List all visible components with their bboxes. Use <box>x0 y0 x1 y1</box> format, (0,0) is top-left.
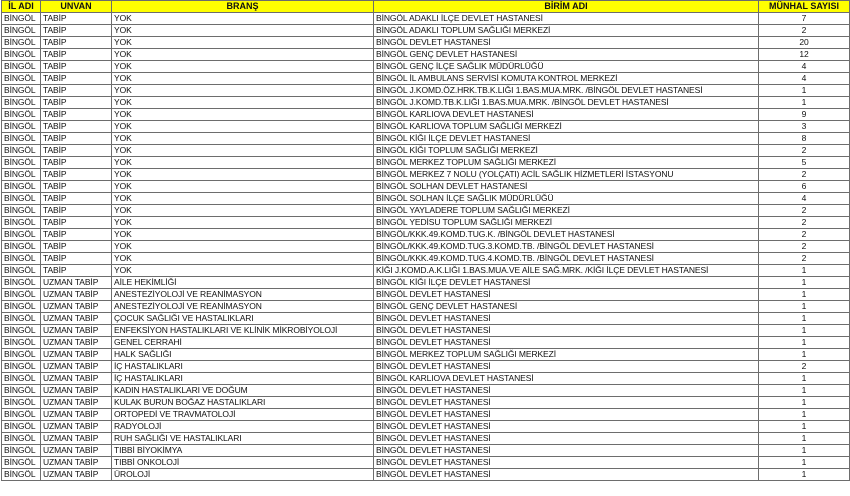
cell-munhal-sayisi: 1 <box>759 421 850 433</box>
cell-munhal-sayisi: 1 <box>759 85 850 97</box>
cell-munhal-sayisi: 1 <box>759 277 850 289</box>
cell-unvan: TABİP <box>41 229 112 241</box>
cell-munhal-sayisi: 1 <box>759 457 850 469</box>
cell-unvan: UZMAN TABİP <box>41 313 112 325</box>
cell-brans: YOK <box>112 133 374 145</box>
cell-birim-adi: BİNGÖL MERKEZ TOPLUM SAĞLIĞI MERKEZİ <box>374 349 759 361</box>
cell-unvan: TABİP <box>41 157 112 169</box>
cell-il-adi: BİNGÖL <box>2 373 41 385</box>
table-row <box>2 325 850 337</box>
cell-il-adi: BİNGÖL <box>2 457 41 469</box>
header-birim-adi: BİRİM ADI <box>374 1 759 13</box>
cell-il-adi: BİNGÖL <box>2 397 41 409</box>
cell-birim-adi: BİNGÖL DEVLET HASTANESİ <box>374 385 759 397</box>
cell-birim-adi: BİNGÖL ADAKLI İLÇE DEVLET HASTANESİ <box>374 13 759 25</box>
cell-munhal-sayisi: 1 <box>759 313 850 325</box>
cell-unvan: UZMAN TABİP <box>41 337 112 349</box>
cell-brans: İÇ HASTALIKLARI <box>112 361 374 373</box>
cell-unvan: UZMAN TABİP <box>41 301 112 313</box>
cell-munhal-sayisi: 1 <box>759 385 850 397</box>
table-row <box>2 229 850 241</box>
cell-munhal-sayisi: 2 <box>759 241 850 253</box>
cell-brans: YOK <box>112 13 374 25</box>
cell-birim-adi: BİNGÖL GENÇ DEVLET HASTANESİ <box>374 301 759 313</box>
cell-unvan: TABİP <box>41 109 112 121</box>
table-body <box>2 13 850 481</box>
cell-birim-adi: BİNGÖL DEVLET HASTANESİ <box>374 313 759 325</box>
cell-unvan: TABİP <box>41 133 112 145</box>
cell-brans: YOK <box>112 169 374 181</box>
cell-il-adi: BİNGÖL <box>2 85 41 97</box>
table-row <box>2 409 850 421</box>
table-row <box>2 301 850 313</box>
table-row <box>2 457 850 469</box>
cell-unvan: UZMAN TABİP <box>41 349 112 361</box>
cell-unvan: TABİP <box>41 85 112 97</box>
table-row <box>2 181 850 193</box>
cell-brans: İÇ HASTALIKLARI <box>112 373 374 385</box>
cell-il-adi: BİNGÖL <box>2 181 41 193</box>
table-row <box>2 97 850 109</box>
header-il-adi: İL ADI <box>2 1 41 13</box>
cell-munhal-sayisi: 5 <box>759 157 850 169</box>
cell-unvan: TABİP <box>41 97 112 109</box>
table-row <box>2 445 850 457</box>
cell-il-adi: BİNGÖL <box>2 25 41 37</box>
cell-il-adi: BİNGÖL <box>2 253 41 265</box>
cell-il-adi: BİNGÖL <box>2 385 41 397</box>
table-row <box>2 289 850 301</box>
cell-brans: YOK <box>112 109 374 121</box>
cell-munhal-sayisi: 4 <box>759 193 850 205</box>
table-row <box>2 469 850 481</box>
cell-il-adi: BİNGÖL <box>2 409 41 421</box>
cell-il-adi: BİNGÖL <box>2 241 41 253</box>
cell-brans: YOK <box>112 265 374 277</box>
cell-il-adi: BİNGÖL <box>2 349 41 361</box>
cell-birim-adi: BİNGÖL DEVLET HASTANESİ <box>374 361 759 373</box>
cell-brans: YOK <box>112 121 374 133</box>
cell-il-adi: BİNGÖL <box>2 61 41 73</box>
table-row <box>2 85 850 97</box>
cell-unvan: UZMAN TABİP <box>41 433 112 445</box>
cell-birim-adi: BİNGÖL DEVLET HASTANESİ <box>374 325 759 337</box>
cell-il-adi: BİNGÖL <box>2 13 41 25</box>
cell-brans: YOK <box>112 61 374 73</box>
cell-munhal-sayisi: 1 <box>759 265 850 277</box>
cell-il-adi: BİNGÖL <box>2 421 41 433</box>
cell-birim-adi: BİNGÖL J.KOMD.TB.K.LIĞI 1.BAS.MUA.MRK. /BİNGÖL DEVLET HASTANESİ <box>374 97 759 109</box>
cell-brans: HALK SAĞLIĞI <box>112 349 374 361</box>
cell-unvan: TABİP <box>41 193 112 205</box>
table-row <box>2 421 850 433</box>
header-unvan: UNVAN <box>41 1 112 13</box>
cell-birim-adi: BİNGÖL İL AMBULANS SERVİSİ KOMUTA KONTROL MERKEZİ <box>374 73 759 85</box>
table-row <box>2 277 850 289</box>
cell-birim-adi: BİNGÖL J.KOMD.ÖZ.HRK.TB.K.LIĞI 1.BAS.MUA.MRK. /BİNGÖL DEVLET HASTANESİ <box>374 85 759 97</box>
table-row <box>2 433 850 445</box>
cell-munhal-sayisi: 8 <box>759 133 850 145</box>
cell-unvan: TABİP <box>41 241 112 253</box>
cell-munhal-sayisi: 2 <box>759 25 850 37</box>
cell-birim-adi: BİNGÖL DEVLET HASTANESİ <box>374 397 759 409</box>
table-row <box>2 169 850 181</box>
cell-brans: YOK <box>112 145 374 157</box>
cell-munhal-sayisi: 6 <box>759 181 850 193</box>
table-row <box>2 73 850 85</box>
cell-unvan: TABİP <box>41 145 112 157</box>
cell-birim-adi: KİĞI J.KOMD.A.K.LIĞI 1.BAS.MUA.VE AİLE SAĞ.MRK. /KİĞI İLÇE DEVLET HASTANESİ <box>374 265 759 277</box>
cell-munhal-sayisi: 3 <box>759 121 850 133</box>
cell-il-adi: BİNGÖL <box>2 121 41 133</box>
cell-unvan: UZMAN TABİP <box>41 385 112 397</box>
cell-birim-adi: BİNGÖL DEVLET HASTANESİ <box>374 469 759 481</box>
cell-brans: YOK <box>112 253 374 265</box>
cell-brans: YOK <box>112 193 374 205</box>
cell-birim-adi: BİNGÖL KARLIOVA TOPLUM SAĞLIĞI MERKEZİ <box>374 121 759 133</box>
cell-birim-adi: BİNGÖL YAYLADERE TOPLUM SAĞLIĞI MERKEZİ <box>374 205 759 217</box>
table-row <box>2 109 850 121</box>
cell-brans: KADIN HASTALIKLARI VE DOĞUM <box>112 385 374 397</box>
cell-il-adi: BİNGÖL <box>2 445 41 457</box>
table-row <box>2 313 850 325</box>
cell-brans: GENEL CERRAHİ <box>112 337 374 349</box>
cell-il-adi: BİNGÖL <box>2 73 41 85</box>
cell-munhal-sayisi: 2 <box>759 145 850 157</box>
cell-unvan: TABİP <box>41 169 112 181</box>
cell-brans: YOK <box>112 229 374 241</box>
cell-brans: TIBBİ BİYOKİMYA <box>112 445 374 457</box>
table-row <box>2 49 850 61</box>
cell-birim-adi: BİNGÖL DEVLET HASTANESİ <box>374 409 759 421</box>
cell-unvan: TABİP <box>41 25 112 37</box>
cell-unvan: UZMAN TABİP <box>41 289 112 301</box>
cell-brans: ÇOCUK SAĞLIĞI VE HASTALIKLARI <box>112 313 374 325</box>
cell-birim-adi: BİNGÖL DEVLET HASTANESİ <box>374 445 759 457</box>
cell-unvan: TABİP <box>41 217 112 229</box>
cell-birim-adi: BİNGÖL DEVLET HASTANESİ <box>374 289 759 301</box>
cell-il-adi: BİNGÖL <box>2 145 41 157</box>
cell-birim-adi: BİNGÖL/KKK.49.KOMD.TUG.4.KOMD.TB. /BİNGÖL DEVLET HASTANESİ <box>374 253 759 265</box>
cell-brans: YOK <box>112 37 374 49</box>
cell-unvan: UZMAN TABİP <box>41 445 112 457</box>
table-row <box>2 13 850 25</box>
cell-munhal-sayisi: 1 <box>759 409 850 421</box>
cell-birim-adi: BİNGÖL YEDİSU TOPLUM SAĞLIĞI MERKEZİ <box>374 217 759 229</box>
cell-brans: YOK <box>112 49 374 61</box>
cell-unvan: UZMAN TABİP <box>41 469 112 481</box>
cell-unvan: UZMAN TABİP <box>41 373 112 385</box>
cell-munhal-sayisi: 1 <box>759 301 850 313</box>
cell-birim-adi: BİNGÖL GENÇ DEVLET HASTANESİ <box>374 49 759 61</box>
cell-munhal-sayisi: 1 <box>759 97 850 109</box>
cell-il-adi: BİNGÖL <box>2 205 41 217</box>
cell-il-adi: BİNGÖL <box>2 169 41 181</box>
cell-munhal-sayisi: 12 <box>759 49 850 61</box>
cell-birim-adi: BİNGÖL/KKK.49.KOMD.TUG.K. /BİNGÖL DEVLET HASTANESİ <box>374 229 759 241</box>
cell-brans: YOK <box>112 157 374 169</box>
cell-birim-adi: BİNGÖL KİĞI İLÇE DEVLET HASTANESİ <box>374 277 759 289</box>
table-row <box>2 265 850 277</box>
cell-brans: RADYOLOJİ <box>112 421 374 433</box>
cell-munhal-sayisi: 4 <box>759 61 850 73</box>
cell-il-adi: BİNGÖL <box>2 313 41 325</box>
cell-birim-adi: BİNGÖL MERKEZ TOPLUM SAĞLIĞI MERKEZİ <box>374 157 759 169</box>
cell-unvan: TABİP <box>41 205 112 217</box>
cell-unvan: TABİP <box>41 181 112 193</box>
cell-il-adi: BİNGÖL <box>2 265 41 277</box>
cell-brans: RUH SAĞLIĞI VE HASTALIKLARI <box>112 433 374 445</box>
cell-brans: KULAK BURUN BOĞAZ HASTALIKLARI <box>112 397 374 409</box>
cell-il-adi: BİNGÖL <box>2 289 41 301</box>
cell-il-adi: BİNGÖL <box>2 325 41 337</box>
table-row <box>2 253 850 265</box>
cell-brans: YOK <box>112 181 374 193</box>
cell-unvan: TABİP <box>41 253 112 265</box>
table-row <box>2 157 850 169</box>
cell-munhal-sayisi: 2 <box>759 169 850 181</box>
cell-munhal-sayisi: 7 <box>759 13 850 25</box>
vacancy-table <box>1 0 850 481</box>
cell-unvan: UZMAN TABİP <box>41 325 112 337</box>
cell-birim-adi: BİNGÖL DEVLET HASTANESİ <box>374 421 759 433</box>
cell-birim-adi: BİNGÖL SOLHAN DEVLET HASTANESİ <box>374 181 759 193</box>
cell-il-adi: BİNGÖL <box>2 133 41 145</box>
cell-il-adi: BİNGÖL <box>2 217 41 229</box>
cell-birim-adi: BİNGÖL DEVLET HASTANESİ <box>374 337 759 349</box>
cell-munhal-sayisi: 1 <box>759 433 850 445</box>
cell-unvan: TABİP <box>41 49 112 61</box>
table-row <box>2 349 850 361</box>
cell-unvan: UZMAN TABİP <box>41 457 112 469</box>
cell-il-adi: BİNGÖL <box>2 277 41 289</box>
cell-unvan: TABİP <box>41 121 112 133</box>
cell-il-adi: BİNGÖL <box>2 337 41 349</box>
cell-munhal-sayisi: 1 <box>759 337 850 349</box>
table-row <box>2 397 850 409</box>
cell-il-adi: BİNGÖL <box>2 193 41 205</box>
table-row <box>2 361 850 373</box>
cell-unvan: TABİP <box>41 73 112 85</box>
cell-birim-adi: BİNGÖL GENÇ İLÇE SAĞLIK MÜDÜRLÜĞÜ <box>374 61 759 73</box>
cell-birim-adi: BİNGÖL/KKK.49.KOMD.TUG.3.KOMD.TB. /BİNGÖL DEVLET HASTANESİ <box>374 241 759 253</box>
table-row <box>2 121 850 133</box>
cell-il-adi: BİNGÖL <box>2 109 41 121</box>
cell-birim-adi: BİNGÖL MERKEZ 7 NOLU (YOLÇATI) ACİL SAĞLIK HİZMETLERİ İSTASYONU <box>374 169 759 181</box>
table-row <box>2 145 850 157</box>
cell-unvan: UZMAN TABİP <box>41 409 112 421</box>
header-munhal-sayisi: MÜNHAL SAYISI <box>759 1 850 13</box>
cell-il-adi: BİNGÖL <box>2 229 41 241</box>
table-row <box>2 61 850 73</box>
table-row <box>2 25 850 37</box>
cell-il-adi: BİNGÖL <box>2 301 41 313</box>
cell-il-adi: BİNGÖL <box>2 361 41 373</box>
cell-munhal-sayisi: 1 <box>759 289 850 301</box>
table-row <box>2 37 850 49</box>
cell-munhal-sayisi: 2 <box>759 217 850 229</box>
header-brans: BRANŞ <box>112 1 374 13</box>
cell-munhal-sayisi: 2 <box>759 253 850 265</box>
cell-munhal-sayisi: 20 <box>759 37 850 49</box>
table-row <box>2 217 850 229</box>
cell-birim-adi: BİNGÖL DEVLET HASTANESİ <box>374 433 759 445</box>
cell-munhal-sayisi: 1 <box>759 325 850 337</box>
cell-munhal-sayisi: 2 <box>759 229 850 241</box>
cell-brans: YOK <box>112 205 374 217</box>
cell-brans: ANESTEZİYOLOJİ VE REANİMASYON <box>112 289 374 301</box>
table-header <box>2 1 850 13</box>
cell-brans: TIBBİ ONKOLOJİ <box>112 457 374 469</box>
cell-il-adi: BİNGÖL <box>2 97 41 109</box>
table-row <box>2 373 850 385</box>
table-row <box>2 133 850 145</box>
cell-munhal-sayisi: 9 <box>759 109 850 121</box>
cell-brans: YOK <box>112 241 374 253</box>
cell-brans: ORTOPEDİ VE TRAVMATOLOJİ <box>112 409 374 421</box>
cell-birim-adi: BİNGÖL KARLIOVA DEVLET HASTANESİ <box>374 109 759 121</box>
table-row <box>2 193 850 205</box>
cell-unvan: UZMAN TABİP <box>41 421 112 433</box>
cell-munhal-sayisi: 1 <box>759 445 850 457</box>
cell-birim-adi: BİNGÖL DEVLET HASTANESİ <box>374 37 759 49</box>
cell-birim-adi: BİNGÖL KİĞI İLÇE DEVLET HASTANESİ <box>374 133 759 145</box>
cell-munhal-sayisi: 1 <box>759 397 850 409</box>
cell-unvan: UZMAN TABİP <box>41 397 112 409</box>
cell-birim-adi: BİNGÖL KİĞI TOPLUM SAĞLIĞI MERKEZİ <box>374 145 759 157</box>
cell-brans: ÜROLOJİ <box>112 469 374 481</box>
cell-il-adi: BİNGÖL <box>2 469 41 481</box>
cell-unvan: TABİP <box>41 61 112 73</box>
cell-munhal-sayisi: 4 <box>759 73 850 85</box>
cell-brans: YOK <box>112 97 374 109</box>
table-row <box>2 337 850 349</box>
cell-brans: YOK <box>112 217 374 229</box>
table-row <box>2 205 850 217</box>
cell-unvan: UZMAN TABİP <box>41 277 112 289</box>
cell-birim-adi: BİNGÖL ADAKLI TOPLUM SAĞLIĞI MERKEZİ <box>374 25 759 37</box>
cell-il-adi: BİNGÖL <box>2 157 41 169</box>
cell-unvan: TABİP <box>41 37 112 49</box>
cell-birim-adi: BİNGÖL DEVLET HASTANESİ <box>374 457 759 469</box>
cell-brans: YOK <box>112 85 374 97</box>
cell-brans: AİLE HEKİMLİĞİ <box>112 277 374 289</box>
cell-il-adi: BİNGÖL <box>2 49 41 61</box>
cell-brans: YOK <box>112 25 374 37</box>
cell-brans: ENFEKSİYON HASTALIKLARI VE KLİNİK MİKROBİYOLOJİ <box>112 325 374 337</box>
cell-unvan: TABİP <box>41 13 112 25</box>
cell-il-adi: BİNGÖL <box>2 37 41 49</box>
cell-unvan: TABİP <box>41 265 112 277</box>
cell-munhal-sayisi: 1 <box>759 469 850 481</box>
cell-brans: YOK <box>112 73 374 85</box>
cell-il-adi: BİNGÖL <box>2 433 41 445</box>
cell-unvan: UZMAN TABİP <box>41 361 112 373</box>
cell-brans: ANESTEZİYOLOJİ VE REANİMASYON <box>112 301 374 313</box>
table-row <box>2 241 850 253</box>
cell-birim-adi: BİNGÖL KARLIOVA DEVLET HASTANESİ <box>374 373 759 385</box>
cell-munhal-sayisi: 2 <box>759 361 850 373</box>
cell-munhal-sayisi: 1 <box>759 349 850 361</box>
table-row <box>2 385 850 397</box>
cell-birim-adi: BİNGÖL SOLHAN İLÇE SAĞLIK MÜDÜRLÜĞÜ <box>374 193 759 205</box>
header-row <box>2 1 850 13</box>
cell-munhal-sayisi: 1 <box>759 373 850 385</box>
cell-munhal-sayisi: 2 <box>759 205 850 217</box>
